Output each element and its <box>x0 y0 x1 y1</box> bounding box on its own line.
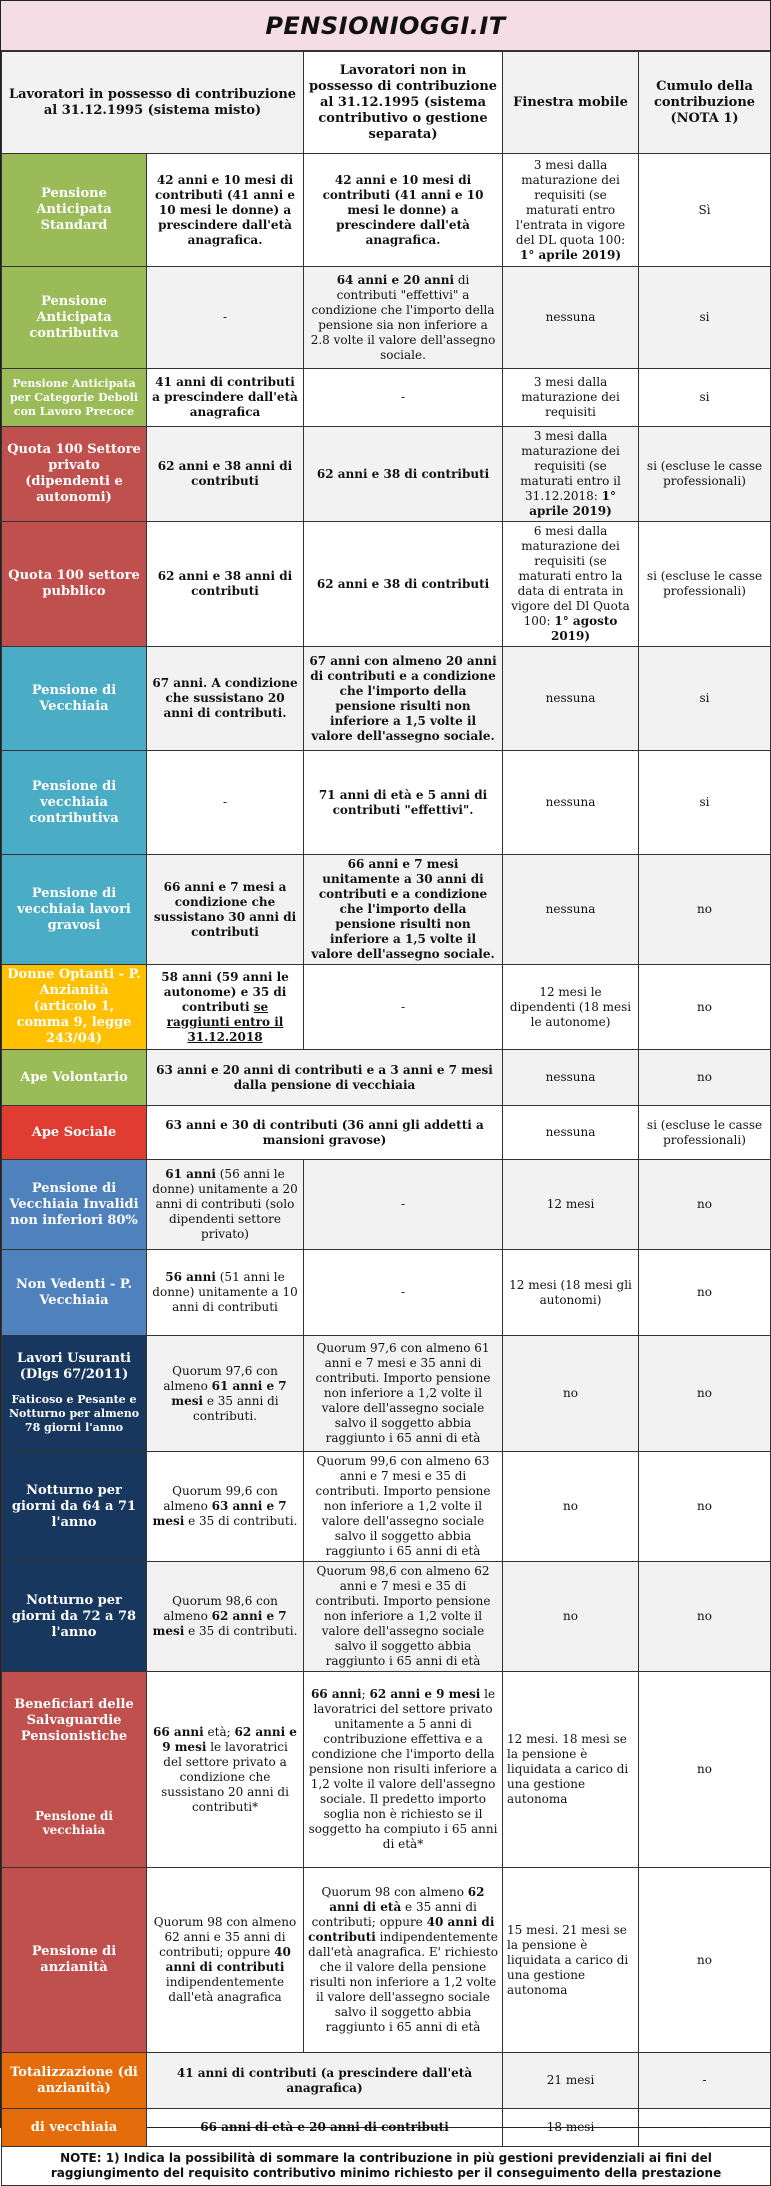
table-row <box>2 647 771 751</box>
row-label: Totalizzazione (di anzianità) <box>2 2053 147 2109</box>
table-row <box>2 751 771 855</box>
contributivo-bold: 62 anni di età <box>329 1885 485 1914</box>
finestra-cell: no <box>503 1336 639 1452</box>
finestra-cell <box>503 522 639 647</box>
cumulo-cell: - <box>639 2053 771 2109</box>
finestra-cell: 12 mesi <box>503 1160 639 1250</box>
contributivo-cell: - <box>304 369 503 427</box>
contributivo-text: di contributi "effettivi" a condizione che l'importo della pensione sia non inferiore a 2.8 volte il valore dell'assegno sociale. <box>310 272 496 362</box>
row-label: Pensione di Vecchiaia <box>2 647 147 751</box>
finestra-cell: no <box>503 1562 639 1672</box>
contributivo-text-end: indipendentemente dall'età anagrafica. E' richiesto che il valore della pensione risulti non inferiore a 1,2 volte il valore dell'assegno sociale salvo il soggetto abbia raggiunto i 65 anni di età <box>308 1930 498 2034</box>
cumulo-cell: si (escluse le casse professionali) <box>639 522 771 647</box>
misto-bold: 66 anni <box>153 1724 204 1739</box>
misto-cell <box>147 1160 304 1250</box>
misto-text: Quorum 99,6 con almeno <box>163 1484 278 1513</box>
finestra-cell: no <box>503 1452 639 1562</box>
header-misto: Lavoratori in possesso di contribuzione al 31.12.1995 (sistema misto) <box>2 52 304 154</box>
row-label: Pensione di anzianità <box>2 1868 147 2053</box>
misto-text-end: indipendentemente dall'età anagrafica <box>165 1975 285 2004</box>
finestra-cell: nessuna <box>503 855 639 965</box>
note-row <box>2 2147 771 2186</box>
misto-text: Quorum 97,6 con almeno <box>163 1363 278 1393</box>
cumulo-cell: no <box>639 855 771 965</box>
contributivo-bold: 64 anni e 20 anni <box>336 272 454 287</box>
table-row <box>2 1250 771 1336</box>
cumulo-cell: si <box>639 647 771 751</box>
misto-cell <box>147 1562 304 1672</box>
table-row <box>2 427 771 522</box>
cumulo-cell: no <box>639 1250 771 1336</box>
misto-text: 58 anni (59 anni le autonome) e 35 di contributi <box>161 969 289 1014</box>
table-row <box>2 267 771 369</box>
misto-bold: 40 anni di contributi <box>165 1945 291 1974</box>
row-label: Quota 100 Settore privato (dipendenti e autonomi) <box>2 427 147 522</box>
contributivo-text: Quorum 98 con almeno <box>321 1885 468 1899</box>
table-row <box>2 1050 771 1106</box>
misto-cell <box>147 1452 304 1562</box>
cumulo-cell: si <box>639 751 771 855</box>
row-label: Donne Optanti - P. Anzianità (articolo 1, comma 9, legge 243/04) <box>2 965 147 1050</box>
contributivo-cell: Quorum 97,6 con almeno 61 anni e 7 mesi e 35 anni di contributi. Importo pensione non inferiore a 1,2 volte il valore dell'assegno sociale salvo il soggetto abbia raggiunto i 65 anni di età <box>304 1336 503 1452</box>
row-label: Ape Sociale <box>2 1106 147 1160</box>
row-label: Non Vedenti - P. Vecchiaia <box>2 1250 147 1336</box>
table-row <box>2 1868 771 2053</box>
row-label: di vecchiaia <box>2 2109 147 2147</box>
cumulo-cell: si (escluse le casse professionali) <box>639 427 771 522</box>
row-label: Ape Volontario <box>2 1050 147 1106</box>
contributivo-cell: - <box>304 965 503 1050</box>
table-row <box>2 1672 771 1868</box>
cumulo-cell: no <box>639 1160 771 1250</box>
page-title: PENSIONIOGGI.IT <box>1 1 770 51</box>
contributivo-cell <box>304 1672 503 1868</box>
table-row <box>2 1160 771 1250</box>
header-row <box>2 52 771 154</box>
contributivo-bold-2: 62 anni e 9 mesi <box>369 1687 481 1701</box>
finestra-cell: 12 mesi le dipendenti (18 mesi le autonome) <box>503 965 639 1050</box>
finestra-cell: nessuna <box>503 1106 639 1160</box>
row-label: Pensione di Vecchiaia Invalidi non inferiori 80% <box>2 1160 147 1250</box>
misto-cell: 62 anni e 38 anni di contributi <box>147 522 304 647</box>
cumulo-cell: si <box>639 369 771 427</box>
contributivo-cell: 66 anni e 7 mesi unitamente a 30 anni di contributi e a condizione che l'importo della pensione risulti non inferiore a 1,5 volte il valore dell'assegno sociale. <box>304 855 503 965</box>
requisiti-cell: 66 anni di età e 20 anni di contributi <box>147 2109 503 2147</box>
finestra-date: 1° aprile 2019) <box>529 489 616 518</box>
cumulo-cell: no <box>639 965 771 1050</box>
misto-cell <box>147 1868 304 2053</box>
misto-bold: 61 anni e 7 mesi <box>171 1378 287 1408</box>
misto-cell <box>147 1336 304 1452</box>
misto-cell: 42 anni e 10 mesi di contributi (41 anni e 10 mesi le donne) a prescindere dall'età anagrafica. <box>147 154 304 267</box>
row-label <box>2 1336 147 1452</box>
finestra-cell: 12 mesi (18 mesi gli autonomi) <box>503 1250 639 1336</box>
cumulo-cell: no <box>639 1868 771 2053</box>
row-label: Pensione di vecchiaia lavori gravosi <box>2 855 147 965</box>
misto-text-end: e 35 di contributi. <box>184 1624 298 1638</box>
requisiti-cell: 41 anni di contributi (a prescindere dall'età anagrafica) <box>147 2053 503 2109</box>
finestra-text: 3 mesi dalla maturazione dei requisiti (se maturati entro il 31.12.2018: <box>520 429 621 503</box>
table-row <box>2 1336 771 1452</box>
row-label: Notturno per giorni da 72 a 78 l'anno <box>2 1562 147 1672</box>
misto-bold: 62 anni e 7 mesi <box>152 1609 287 1638</box>
finestra-cell <box>503 427 639 522</box>
cumulo-cell: no <box>639 1336 771 1452</box>
row-label: Pensione Anticipata contributiva <box>2 267 147 369</box>
cumulo-cell: no <box>639 1672 771 1868</box>
misto-text-end: e 35 di contributi. <box>184 1514 298 1528</box>
row-label-subtitle: Faticoso e Pesante e Notturno per almeno 78 giorni l'anno <box>8 1392 140 1434</box>
contributivo-text-2: e 35 anni di contributi; oppure <box>311 1900 477 1929</box>
contributivo-bold: 66 anni <box>310 1687 362 1701</box>
contributivo-text: ; <box>361 1687 370 1701</box>
finestra-cell: 15 mesi. 21 mesi se la pensione è liquidata a carico di una gestione autonoma <box>503 1868 639 2053</box>
finestra-cell: 12 mesi. 18 mesi se la pensione è liquidata a carico di una gestione autonoma <box>503 1672 639 1868</box>
misto-text: (51 anni le donne) unitamente a 10 anni di contributi <box>152 1270 298 1314</box>
cumulo-cell: Sì <box>639 154 771 267</box>
misto-cell <box>147 1672 304 1868</box>
contributivo-text-end: le lavoratrici del settore privato unitamente a 5 anni di contribuzione effettiva e a condizione che l'importo della pensione non risulti inferiore a 1,2 volte il valore dell'assegno sociale. Il predetto importo soglia non è richiesto se il soggetto ha compiuto i 65 anni di età* <box>308 1687 498 1851</box>
requisiti-cell: 63 anni e 20 anni di contributi e a 3 anni e 7 mesi dalla pensione di vecchiaia <box>147 1050 503 1106</box>
table-row <box>2 1106 771 1160</box>
finestra-cell: 3 mesi dalla maturazione dei requisiti <box>503 369 639 427</box>
finestra-text: 6 mesi dalla maturazione dei requisiti (se maturati entro la data di entrata in vigore del Dl Quota 100: <box>511 524 630 628</box>
contributivo-cell: 71 anni di età e 5 anni di contributi "effettivi". <box>304 751 503 855</box>
misto-underlined: se raggiunti entro il 31.12.2018 <box>166 999 284 1044</box>
cumulo-cell: si <box>639 267 771 369</box>
finestra-cell: nessuna <box>503 267 639 369</box>
contributivo-cell <box>304 267 503 369</box>
misto-text: Quorum 98 con almeno 62 anni e 35 anni di contributi; oppure <box>153 1915 297 1959</box>
table-row <box>2 1452 771 1562</box>
contributivo-cell: Quorum 99,6 con almeno 63 anni e 7 mesi e 35 di contributi. Importo pensione non inferiore a 1,2 volte il valore dell'assegno sociale salvo il soggetto abbia raggiunto i 65 anni di età <box>304 1452 503 1562</box>
contributivo-cell: 62 anni e 38 di contributi <box>304 427 503 522</box>
contributivo-cell: 67 anni con almeno 20 anni di contributi e a condizione che l'importo della pensione risulti non inferiore a 1,5 volte il valore dell'assegno sociale. <box>304 647 503 751</box>
finestra-text: 3 mesi dalla maturazione dei requisiti (se maturati entro l'entrata in vigore del DL quota 100: <box>515 157 626 247</box>
misto-cell: - <box>147 751 304 855</box>
cumulo-cell: no <box>639 1050 771 1106</box>
contributivo-bold-2: 40 anni di contributi <box>308 1915 495 1944</box>
table-row <box>2 1562 771 1672</box>
cumulo-cell: no <box>639 1562 771 1672</box>
footnote: NOTE: 1) Indica la possibilità di sommare la contribuzione in più gestioni previdenziali ai fini del raggiungimento del requisito contributivo minimo richiesto per il conseguimento della prestazione <box>2 2147 771 2186</box>
finestra-cell: nessuna <box>503 647 639 751</box>
row-label: Notturno per giorni da 64 a 71 l'anno <box>2 1452 147 1562</box>
misto-cell: 67 anni. A condizione che sussistano 20 anni di contributi. <box>147 647 304 751</box>
misto-bold: 63 anni e 7 mesi <box>152 1499 287 1528</box>
misto-cell <box>147 1250 304 1336</box>
misto-text: (56 anni le donne) unitamente a 20 anni di contributi (solo dipendenti settore privato) <box>152 1167 298 1241</box>
table-row <box>2 154 771 267</box>
cumulo-cell: - <box>639 2109 771 2147</box>
row-label-title: Lavori Usuranti (Dlgs 67/2011) <box>17 1350 131 1382</box>
contributivo-cell: 62 anni e 38 di contributi <box>304 522 503 647</box>
header-finestra: Finestra mobile <box>503 52 639 154</box>
misto-bold: 56 anni <box>165 1270 216 1284</box>
requisiti-cell: 63 anni e 30 di contributi (36 anni gli addetti a mansioni gravose) <box>147 1106 503 1160</box>
row-label <box>2 1672 147 1868</box>
table-row <box>2 522 771 647</box>
contributivo-cell: - <box>304 1160 503 1250</box>
finestra-cell: 21 mesi <box>503 2053 639 2109</box>
header-contributivo: Lavoratori non in possesso di contribuzione al 31.12.1995 (sistema contributivo o gestione separata) <box>304 52 503 154</box>
misto-cell <box>147 965 304 1050</box>
finestra-cell: 18 mesi <box>503 2109 639 2147</box>
misto-bold-2: 62 anni e 9 mesi <box>162 1724 297 1754</box>
row-label-title: Beneficiari delle Salvaguardie Pensionistiche <box>14 1696 134 1744</box>
misto-bold: 61 anni <box>165 1167 216 1181</box>
row-label: Pensione Anticipata per Categorie Deboli con Lavoro Precoce <box>2 369 147 427</box>
contributivo-cell: - <box>304 1250 503 1336</box>
table-row <box>2 965 771 1050</box>
misto-text: età; <box>203 1724 235 1739</box>
row-label: Pensione di vecchiaia contributiva <box>2 751 147 855</box>
finestra-cell <box>503 154 639 267</box>
finestra-cell: nessuna <box>503 1050 639 1106</box>
misto-text-end: e 35 anni di contributi. <box>193 1393 279 1423</box>
row-label: Pensione Anticipata Standard <box>2 154 147 267</box>
row-label: Quota 100 settore pubblico <box>2 522 147 647</box>
contributivo-cell <box>304 1868 503 2053</box>
cumulo-cell: si (escluse le casse professionali) <box>639 1106 771 1160</box>
finestra-cell: nessuna <box>503 751 639 855</box>
table-row <box>2 369 771 427</box>
contributivo-cell: Quorum 98,6 con almeno 62 anni e 7 mesi e 35 di contributi. Importo pensione non inferiore a 1,2 volte il valore dell'assegno sociale salvo il soggetto abbia raggiunto i 65 anni di età <box>304 1562 503 1672</box>
misto-cell: 41 anni di contributi a prescindere dall'età anagrafica <box>147 369 304 427</box>
misto-cell: 66 anni e 7 mesi a condizione che sussistano 30 anni di contributi <box>147 855 304 965</box>
misto-cell: - <box>147 267 304 369</box>
table-row <box>2 855 771 965</box>
finestra-date: 1° aprile 2019) <box>520 247 622 262</box>
header-cumulo: Cumulo della contribuzione (NOTA 1) <box>639 52 771 154</box>
row-label-subtitle: Pensione di vecchiaia <box>35 1808 113 1837</box>
cumulo-cell: no <box>639 1452 771 1562</box>
pension-table <box>1 51 771 2186</box>
finestra-date: 1° agosto 2019) <box>550 614 618 643</box>
table-row <box>2 2053 771 2109</box>
misto-text-end: le lavoratrici del settore privato a condizione che sussistano 20 anni di contributi* <box>161 1739 289 1814</box>
misto-cell: 62 anni e 38 anni di contributi <box>147 427 304 522</box>
misto-text: Quorum 98,6 con almeno <box>163 1594 278 1623</box>
contributivo-cell: 42 anni e 10 mesi di contributi (41 anni e 10 mesi le donne) a prescindere dall'età anagrafica. <box>304 154 503 267</box>
